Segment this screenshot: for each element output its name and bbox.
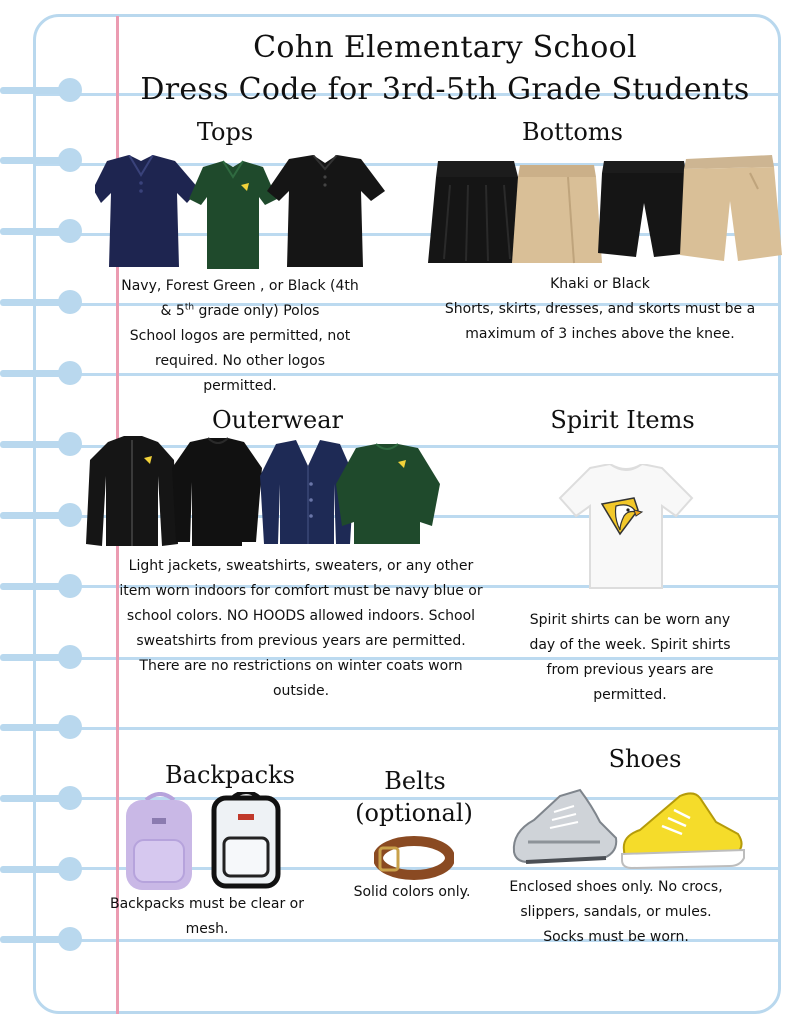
clear-backpack-icon [214, 792, 278, 886]
tops-text [115, 274, 365, 399]
outerwear-text: Light jackets, sweatshirts, sweaters, or any other item worn indoors for comfort must be navy blue or school colors. NO HOODS allowed indoors. School sweatshirts from previous years are permitted. There are no restrictions on winter coats worn outside. [119, 558, 483, 699]
shoes-image [508, 782, 748, 870]
page-title-line2: Dress Code for 3rd-5th Grade Students [140, 72, 750, 107]
tops-text-line2: School logos are permitted, not required. No other logos permitted. [129, 328, 351, 394]
backpacks-image [122, 792, 290, 892]
outerwear-image [86, 436, 446, 551]
khaki-skirt-icon [512, 165, 602, 263]
outerwear-heading: Outerwear [212, 406, 343, 434]
binder-hole [0, 857, 82, 881]
spirit-shirt-image [556, 464, 696, 590]
belts-text: Solid colors only. [353, 884, 471, 900]
binder-hole [0, 645, 82, 669]
binder-hole [0, 715, 82, 739]
belts-heading-line1: Belts [384, 767, 446, 795]
navy-polo-icon [95, 155, 199, 267]
spirit-text: Spirit shirts can be worn any day of the week. Spirit shirts from previous years are permitted. [529, 612, 731, 703]
khaki-shorts-icon [680, 155, 782, 261]
binder-hole [0, 927, 82, 951]
binder-hole [0, 78, 82, 102]
tops-heading: Tops [196, 118, 254, 146]
black-shorts-icon [598, 161, 692, 257]
belts-heading-line2: (optional) [355, 799, 473, 827]
brown-belt-icon [378, 841, 450, 875]
spirit-heading: Spirit Items [550, 406, 695, 434]
binder-hole [0, 148, 82, 172]
shoes-text: Enclosed shoes only. No crocs, slippers, sandals, or mules. Socks must be worn. [509, 879, 723, 945]
gray-sneaker-icon [514, 790, 616, 862]
polo-shirts-image [95, 155, 385, 273]
binder-hole [0, 574, 82, 598]
shoes-heading: Shoes [608, 745, 682, 773]
black-polo-icon [267, 155, 385, 267]
binder-hole [0, 219, 82, 243]
binder-hole [0, 290, 82, 314]
bottoms-text-line1: Khaki or Black [550, 276, 650, 292]
tops-text-sup: th [184, 302, 195, 313]
backpacks-text: Backpacks must be clear or mesh. [109, 896, 304, 937]
rule-line [36, 727, 778, 730]
binder-hole [0, 503, 82, 527]
green-polo-icon [189, 161, 277, 269]
black-sweater-icon [172, 438, 262, 546]
tops-text-part1: Navy, Forest Green , or Black (4th & 5 [121, 278, 359, 319]
lavender-backpack-icon [126, 794, 192, 890]
black-jacket-icon [86, 436, 178, 546]
yellow-sneaker-icon [622, 793, 744, 868]
page-title-line1: Cohn Elementary School [253, 30, 637, 65]
binder-hole [0, 432, 82, 456]
binder-hole [0, 786, 82, 810]
bottoms-heading: Bottoms [522, 118, 623, 146]
binder-hole [0, 361, 82, 385]
bottoms-image [428, 155, 783, 270]
tops-text-part2: grade only) Polos [194, 303, 320, 319]
bottoms-text-line2: Shorts, skirts, dresses, and skorts must be a maximum of 3 inches above the knee. [444, 301, 756, 342]
belt-image [374, 836, 454, 880]
green-sweatshirt-icon [336, 444, 440, 544]
bottoms-text [435, 272, 765, 347]
black-skirt-icon [428, 161, 526, 263]
backpacks-heading: Backpacks [165, 761, 295, 789]
